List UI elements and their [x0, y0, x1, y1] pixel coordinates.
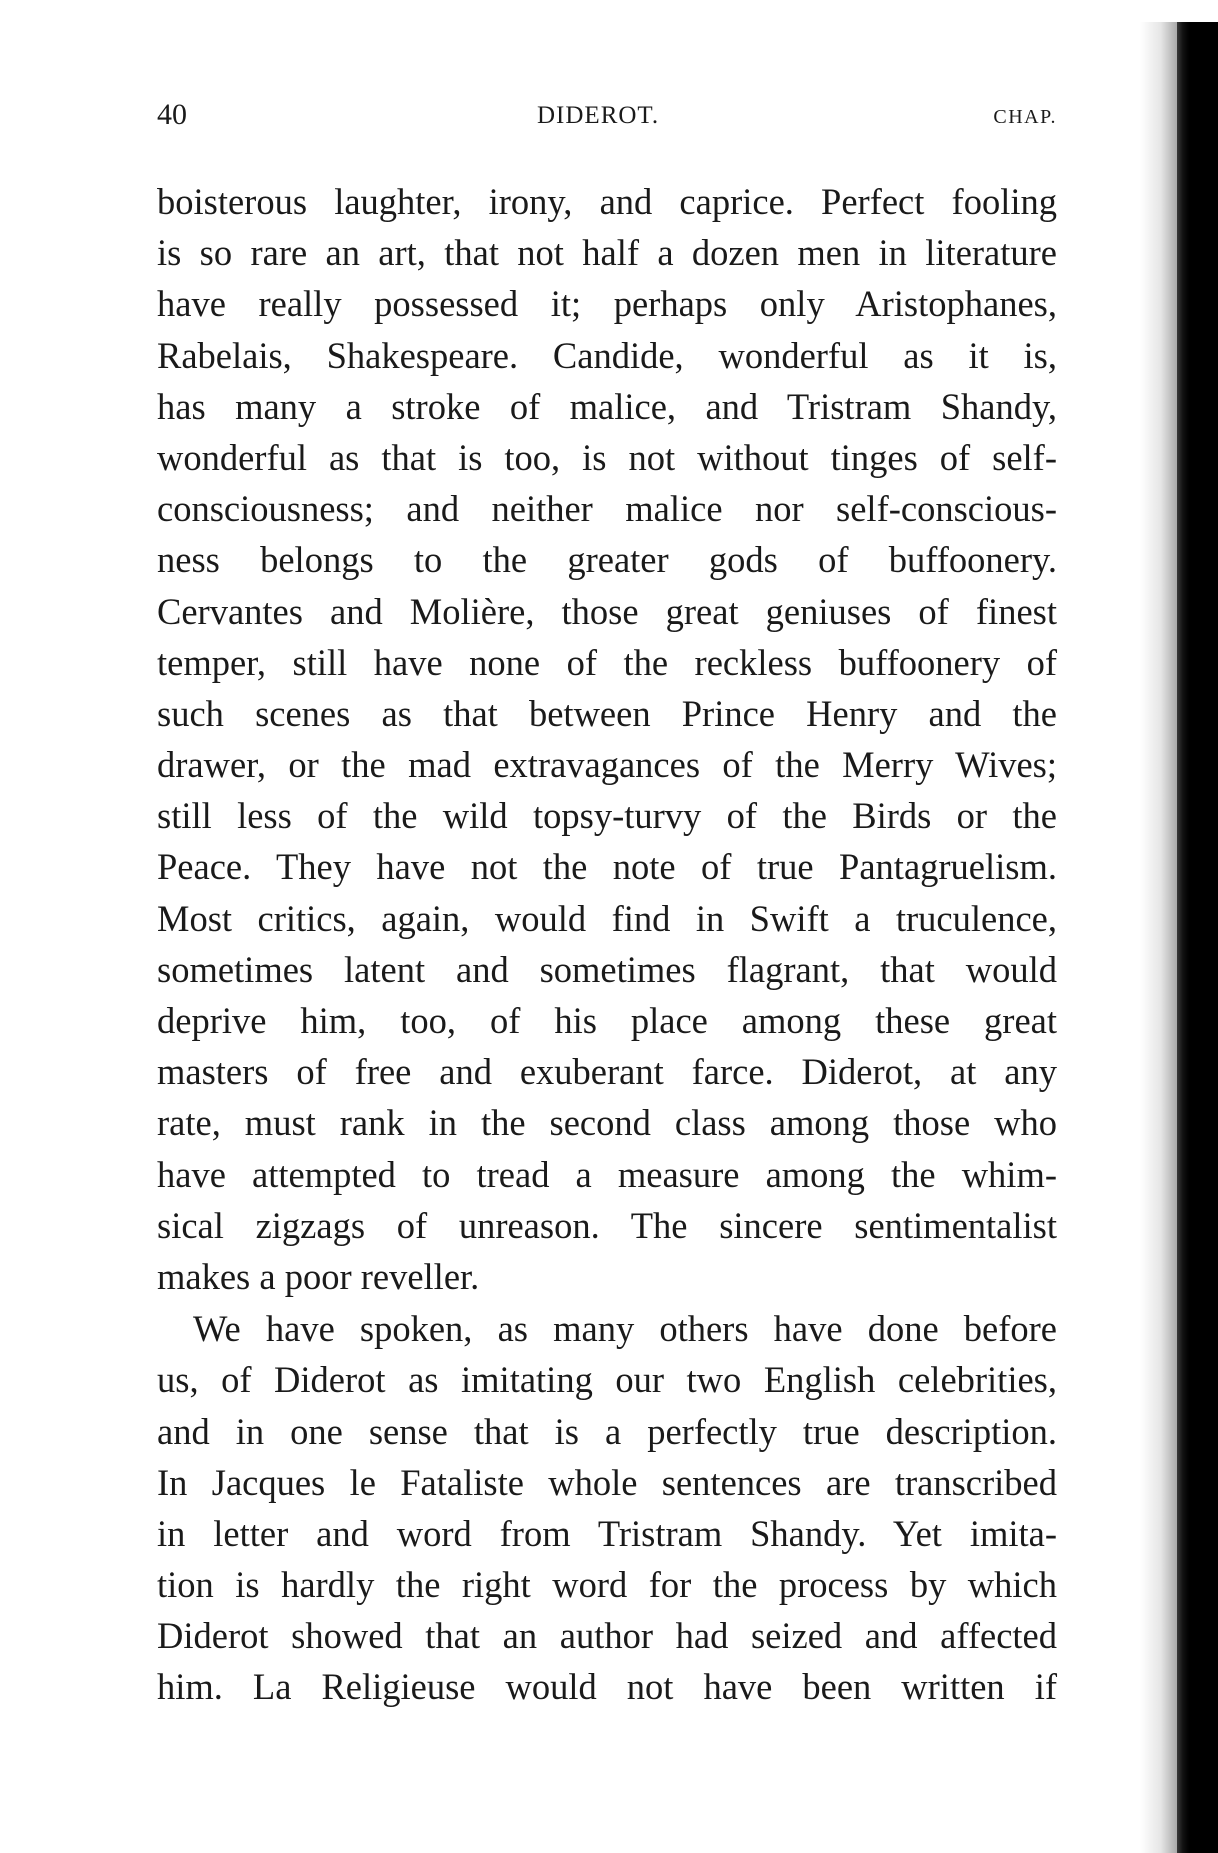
- text-line: masters of free and exuberant farce. Diderot, at any: [157, 1051, 1057, 1093]
- text-line: drawer, or the mad extravagances of the Merry Wives;: [157, 744, 1057, 786]
- text-line: ness belongs to the greater gods of buffoonery.: [157, 539, 1057, 581]
- text-line: sical zigzags of unreason. The sincere sentimentalist: [157, 1204, 1057, 1246]
- text-line: Peace. They have not the note of true Pantagruelism.: [157, 846, 1057, 888]
- text-line: makes a poor reveller.: [157, 1255, 480, 1297]
- paragraph-1: [157, 176, 1057, 1302]
- running-head: [157, 98, 1057, 138]
- text-line: still less of the wild topsy-turvy of the Birds or the: [157, 795, 1057, 837]
- text-line: rate, must rank in the second class among those who: [157, 1102, 1057, 1144]
- paragraph-2: [157, 1303, 1057, 1713]
- text-line: in letter and word from Tristram Shandy. Yet imita-: [157, 1512, 1057, 1554]
- text-line: has many a stroke of malice, and Tristram Shandy,: [157, 385, 1057, 427]
- text-line: Diderot showed that an author had seized and affected: [157, 1615, 1057, 1657]
- binding-shadow: [1140, 22, 1178, 1853]
- chapter-label: CHAP.: [993, 106, 1057, 128]
- text-line: such scenes as that between Prince Henry and the: [157, 692, 1057, 734]
- text-line: is so rare an art, that not half a dozen men in literature: [157, 232, 1057, 274]
- text-line: have attempted to tread a measure among the whim-: [157, 1153, 1057, 1195]
- text-line: and in one sense that is a perfectly true description.: [157, 1410, 1057, 1452]
- text-line: boisterous laughter, irony, and caprice. Perfect fooling: [157, 181, 1057, 222]
- body-text: [157, 176, 1057, 1713]
- text-line: wonderful as that is too, is not without tinges of self-: [157, 436, 1057, 478]
- text-line: him. La Religieuse would not have been written if: [157, 1666, 1057, 1708]
- text-line: tion is hardly the right word for the process by which: [157, 1564, 1057, 1606]
- running-title: DIDEROT.: [537, 102, 660, 129]
- text-line: deprive him, too, of his place among these great: [157, 1000, 1057, 1041]
- page-number: 40: [157, 98, 187, 131]
- text-line: temper, still have none of the reckless buffoonery of: [157, 641, 1057, 683]
- text-line: have really possessed it; perhaps only Aristophanes,: [157, 283, 1057, 325]
- text-line: In Jacques le Fataliste whole sentences are transcribed: [157, 1461, 1057, 1503]
- book-binding-edge: [1177, 22, 1218, 1853]
- text-line: Most critics, again, would find in Swift a truculence,: [157, 897, 1057, 939]
- text-line: We have spoken, as many others have done before: [193, 1308, 1057, 1350]
- text-line: consciousness; and neither malice nor self-conscious-: [157, 488, 1057, 530]
- text-line: Cervantes and Molière, those great geniuses of finest: [157, 590, 1057, 632]
- text-line: sometimes latent and sometimes flagrant, that would: [157, 948, 1057, 990]
- text-line: Rabelais, Shakespeare. Candide, wonderful as it is,: [157, 334, 1057, 376]
- text-line: us, of Diderot as imitating our two English celebrities,: [157, 1359, 1057, 1401]
